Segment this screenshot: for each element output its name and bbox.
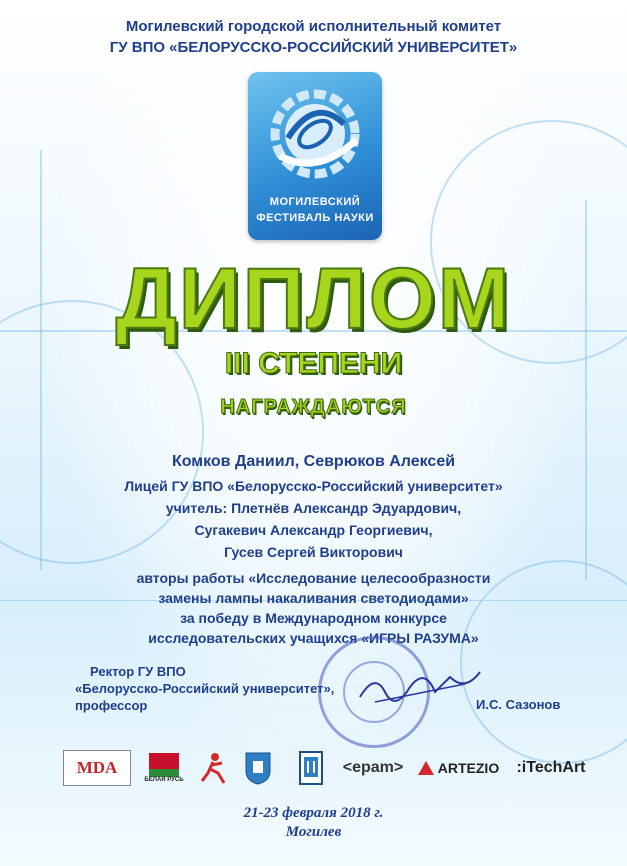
recipients: Комков Даниил, Севрюков Алексей bbox=[171, 453, 456, 470]
university-emblem-icon bbox=[296, 748, 326, 788]
logo-line-1: МОГИЛЕВСКИЙ bbox=[269, 196, 361, 208]
signatory-name: И.С. Сазонов bbox=[476, 697, 561, 712]
event-city: Могилев bbox=[285, 824, 342, 840]
artezio-triangle-icon bbox=[417, 760, 435, 776]
event-date: 21-23 февраля 2018 г. bbox=[243, 805, 384, 821]
runner-logo-icon bbox=[196, 748, 230, 788]
signatory-title: «Белорусско-Российский университет», bbox=[75, 681, 335, 696]
artezio-logo-icon: ARTEZIO bbox=[412, 748, 504, 788]
teacher-line: учитель: Плетнёв Александр Эдуардович, bbox=[165, 500, 462, 516]
teacher-line: Гусев Сергей Викторович bbox=[224, 544, 403, 560]
gear-e-logo-icon bbox=[248, 76, 382, 196]
belaya-rus-logo-icon: БЕЛАЯ РУСЬ bbox=[142, 748, 186, 788]
itechart-logo-icon: :iTechArt bbox=[516, 759, 586, 776]
mogilev-coat-of-arms-icon bbox=[240, 748, 276, 788]
logo-line-2: ФЕСТИВАЛЬ НАУКИ bbox=[256, 212, 374, 224]
work-line: авторы работы «Исследование целесообразности bbox=[136, 570, 491, 586]
flag-icon bbox=[149, 753, 179, 777]
epam-logo-icon: <epam> bbox=[342, 759, 404, 776]
work-line: исследовательских учащихся «ИГРЫ РАЗУМА» bbox=[148, 630, 479, 646]
handwritten-signature bbox=[355, 662, 485, 712]
signatory-title: профессор bbox=[75, 698, 148, 713]
work-line: замены лампы накаливания светодиодами» bbox=[158, 590, 469, 606]
degree-label: III СТЕПЕНИ bbox=[224, 347, 403, 380]
mda-development-logo-icon: MDA bbox=[62, 748, 132, 788]
teacher-line: Сугакевич Александр Георгиевич, bbox=[194, 522, 433, 538]
school: Лицей ГУ ВПО «Белорусско-Российский университет» bbox=[124, 478, 503, 494]
work-line: за победу в Международном конкурсе bbox=[180, 610, 447, 626]
festival-logo bbox=[248, 72, 382, 240]
diploma-title: ДИПЛОМ bbox=[115, 251, 512, 347]
university-line: ГУ ВПО «БЕЛОРУССКО-РОССИЙСКИЙ УНИВЕРСИТЕТ» bbox=[109, 39, 518, 56]
awarded-label: НАГРАЖДАЮТСЯ bbox=[220, 396, 407, 418]
organizer-line: Могилевский городской исполнительный комитет bbox=[125, 18, 502, 35]
signatory-title: Ректор ГУ ВПО bbox=[90, 664, 186, 679]
